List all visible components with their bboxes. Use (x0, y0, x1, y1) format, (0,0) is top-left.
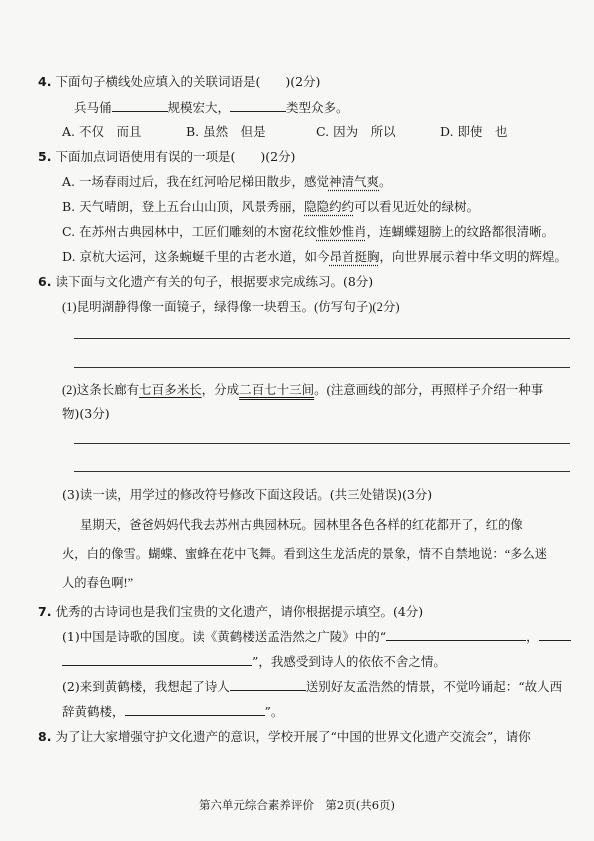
q5-stem (38, 148, 295, 166)
option-text: A. 一场春雨过后，我在红河哈尼梯田散步，感觉 (62, 174, 329, 189)
q4-text: 下面句子横线处应填入的关联词语是( )(2分) (55, 74, 321, 89)
q7-blank-3[interactable] (230, 678, 306, 691)
q7-sub1-cont (62, 653, 446, 671)
answer-line[interactable] (74, 367, 570, 368)
q4-option-a[interactable]: A. 不仅 而且 (62, 124, 142, 139)
q4-number: 4. (38, 74, 52, 89)
option-text: C. 在苏州古典园林中，工匠们雕刻的木窗花纹 (62, 224, 317, 239)
q7-sub1-text: (1)中国是诗歌的国度。读《黄鹤楼送孟浩然之广陵》中的“ (62, 629, 387, 644)
q7-sub1-text: ”，我感受到诗人的依依不舍之情。 (252, 654, 446, 669)
q7-sub1-text: ， (526, 629, 539, 644)
q5-option-a[interactable] (62, 173, 392, 191)
q8-stem (38, 728, 531, 746)
q4-stem (38, 73, 320, 91)
q7-number: 7. (38, 604, 52, 619)
q4-sentence-part: 规模宏大， (167, 101, 231, 115)
q7-blank-4[interactable] (125, 703, 265, 716)
q4-sentence-part: 类型众多。 (286, 101, 349, 115)
q6-paragraph-line-3: 人的春色啊!” (62, 576, 134, 590)
q6-text: 读下面与文化遗产有关的句子，根据要求完成练习。(8分) (55, 274, 374, 289)
q7-blank-2-cont[interactable] (62, 653, 252, 666)
dotted-word: 昂首挺胸 (329, 249, 380, 264)
q4-option-b[interactable]: B. 虽然 但是 (186, 124, 266, 139)
q6-sub2-text: 。(注意画线的部分，再照样子介绍一种事 (314, 383, 544, 397)
page-footer: 第六单元综合素养评价 第2页(共6页) (198, 798, 396, 812)
q4-blank-1[interactable] (112, 99, 168, 112)
q6-stem (38, 273, 373, 291)
q5-option-c[interactable] (62, 223, 554, 241)
q7-sub2-text: 辞黄鹤楼， (62, 704, 125, 719)
option-text: 可以看见近处的绿树。 (354, 199, 480, 214)
q6-sub2-cont: 物)(3分) (62, 406, 110, 421)
q7-blank-2[interactable] (539, 628, 571, 641)
q4-sentence-part: 兵马俑 (74, 101, 112, 115)
dotted-word: 神清气爽 (328, 174, 379, 189)
q6-paragraph-line-1: 星期天，爸爸妈妈代我去苏州古典园林玩。园林里各色各样的红花都开了，红的像 (80, 518, 523, 532)
q8-number: 8. (38, 729, 52, 744)
q6-number: 6. (38, 274, 52, 289)
q4-option-d[interactable]: D. 即使 也 (440, 124, 508, 139)
option-text: ，连蝴蝶翅膀上的纹路都很清晰。 (366, 224, 555, 239)
q6-sub1: (1)昆明湖静得像一面镜子，绿得像一块碧玉。(仿写句子)(2分) (62, 300, 400, 314)
q6-sub3: (3)读一读，用学过的修改符号修改下面这段话。(共三处错误)(3分) (62, 487, 433, 502)
answer-line[interactable] (74, 338, 570, 339)
q6-sub2-text: ，分成 (201, 383, 240, 397)
q8-text: 为了让大家增强守护文化遗产的意识，学校开展了“中国的世界文化遗产交流会”，请你 (55, 729, 531, 744)
q7-sub2 (62, 678, 562, 696)
option-text: D. 京杭大运河，这条蜿蜒千里的古老水道，如今 (62, 249, 330, 264)
q7-sub2-text: 送别好友孟浩然的情景，不觉吟诵起：“故人西 (305, 679, 563, 694)
q7-stem (38, 603, 423, 621)
q6-sub2-text: (2)这条长廊有 (62, 383, 140, 397)
q6-sub2 (62, 381, 543, 399)
q7-text: 优秀的古诗词也是我们宝贵的文化遗产，请你根据提示填空。(4分) (55, 604, 424, 619)
dotted-word: 隐隐约约 (304, 199, 355, 214)
double-underlined-phrase: 二百七十三间 (239, 383, 315, 397)
q5-text: 下面加点词语使用有误的一项是( )(2分) (55, 149, 296, 164)
q7-sub2-cont (62, 703, 283, 721)
underlined-phrase: 七百多米长 (139, 383, 202, 397)
option-text: 。 (379, 174, 392, 189)
q4-option-c[interactable]: C. 因为 所以 (316, 124, 396, 139)
dotted-word: 惟妙惟肖 (316, 224, 367, 239)
q5-option-b[interactable] (62, 198, 479, 216)
q5-number: 5. (38, 149, 52, 164)
q4-blank-2[interactable] (230, 99, 286, 112)
q7-sub2-text: ”。 (264, 704, 284, 719)
q7-sub2-text: (2)来到黄鹤楼，我想起了诗人 (62, 679, 230, 694)
answer-line[interactable] (74, 471, 570, 472)
q5-option-d[interactable] (62, 248, 567, 266)
q6-paragraph-line-2: 火，白的像雪。蝴蝶、蜜蜂在花中飞舞。看到这生龙活虎的景象，情不自禁地说：“多么迷 (62, 547, 548, 561)
option-text: ，向世界展示着中华文明的辉煌。 (379, 249, 568, 264)
option-text: B. 天气晴朗，登上五台山山顶，风景秀丽， (62, 199, 305, 214)
answer-line[interactable] (74, 443, 570, 444)
q7-sub1 (62, 628, 571, 646)
q7-blank-1[interactable] (386, 628, 526, 641)
q4-sentence (74, 99, 349, 117)
